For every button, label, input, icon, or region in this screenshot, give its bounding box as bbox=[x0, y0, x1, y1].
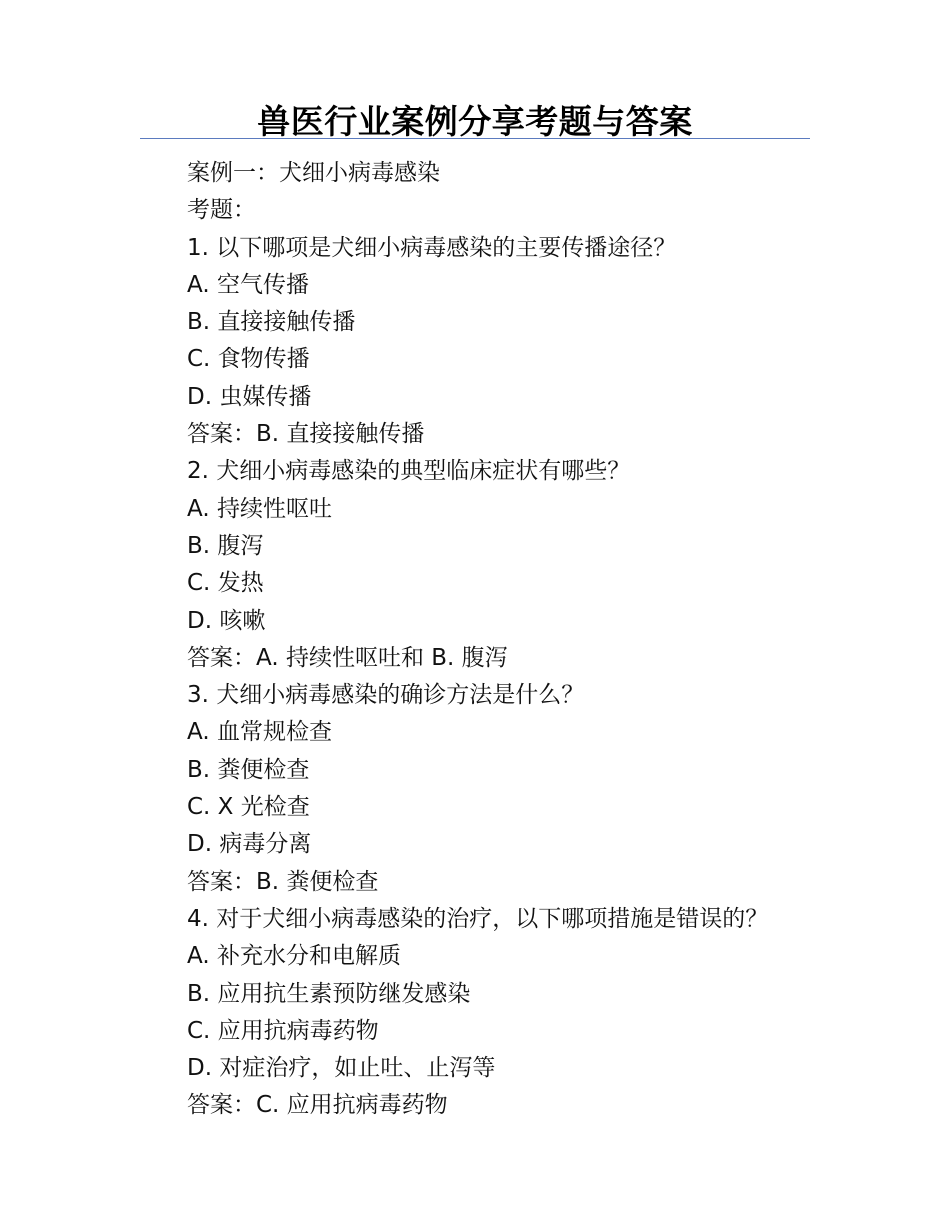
option-c: C. 食物传播 bbox=[187, 346, 310, 373]
option-b: B. 应用抗生素预防继发感染 bbox=[187, 980, 471, 1007]
question-text: 4. 对于犬细小病毒感染的治疗，以下哪项措施是错误的？ bbox=[187, 905, 769, 932]
option-a: A. 持续性呕吐 bbox=[187, 495, 332, 522]
question-text: 1. 以下哪项是犬细小病毒感染的主要传播途径？ bbox=[187, 234, 677, 261]
answer-text: 答案：C. 应用抗病毒药物 bbox=[187, 1092, 448, 1119]
option-a: A. 空气传播 bbox=[187, 271, 309, 298]
questions-label: 考题： bbox=[187, 197, 256, 224]
option-d: D. 对症治疗，如止吐、止泻等 bbox=[187, 1055, 496, 1082]
option-b: B. 粪便检查 bbox=[187, 756, 310, 783]
document-body bbox=[187, 155, 827, 1125]
question-block-3 bbox=[187, 677, 827, 901]
option-a: A. 血常规检查 bbox=[187, 719, 332, 746]
case-title: 案例一：犬细小病毒感染 bbox=[187, 160, 440, 186]
answer-text: 答案：B. 直接接触传播 bbox=[187, 421, 425, 448]
option-b: B. 腹泻 bbox=[187, 532, 264, 559]
option-c: C. 发热 bbox=[187, 570, 264, 597]
answer-text: 答案：B. 粪便检查 bbox=[187, 868, 379, 895]
option-c: C. 应用抗病毒药物 bbox=[187, 1017, 379, 1044]
question-block-4 bbox=[187, 901, 827, 1125]
option-c: C. X 光检查 bbox=[187, 794, 310, 821]
option-b: B. 直接接触传播 bbox=[187, 309, 356, 336]
option-d: D. 咳嗽 bbox=[187, 607, 266, 634]
answer-text: 答案：A. 持续性呕吐和 B. 腹泻 bbox=[187, 644, 508, 671]
document-title: 兽医行业案例分享考题与答案 bbox=[257, 102, 693, 141]
question-block-2 bbox=[187, 453, 827, 677]
question-block-1 bbox=[187, 230, 827, 454]
question-text: 2. 犬细小病毒感染的典型临床症状有哪些？ bbox=[187, 458, 631, 485]
title-underline bbox=[140, 138, 810, 139]
option-d: D. 病毒分离 bbox=[187, 831, 312, 858]
question-text: 3. 犬细小病毒感染的确诊方法是什么？ bbox=[187, 682, 585, 709]
option-d: D. 虫媒传播 bbox=[187, 383, 312, 410]
option-a: A. 补充水分和电解质 bbox=[187, 943, 401, 970]
